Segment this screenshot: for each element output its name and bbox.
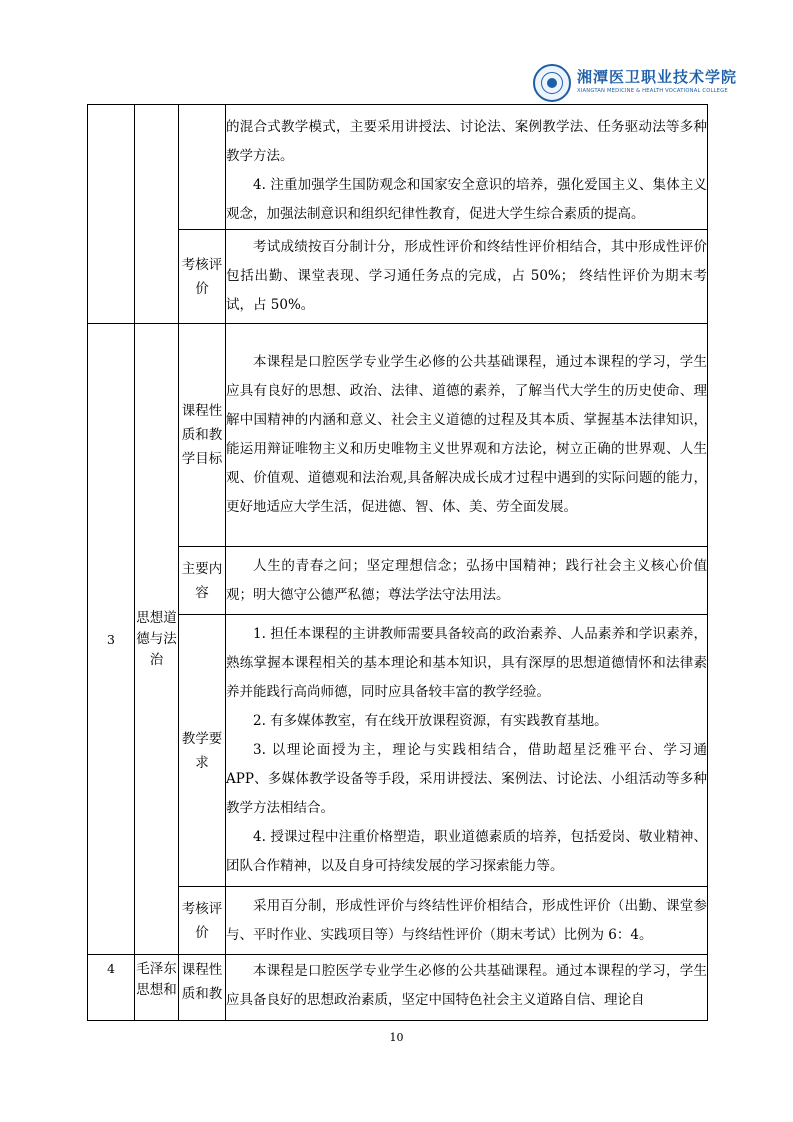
assessment-cell	[226, 887, 708, 955]
paragraph: 本课程是口腔医学专业学生必修的公共基础课程，通过本课程的学习，学生应具有良好的思想、政治、法律、道德的素养，了解当代大学生的历史使命、理解中国精神的内涵和意义、社会主义道德的过程及其本质、掌握基本法律知识，能运用辩证唯物主义和历史唯物主义世界观和方法论，树立正确的世界观、人生观、价值观、道德观和法治观,具备解决成长成才过程中遇到的实际问题的能力，更好地适应大学生活，促进德、智、体、美、劳全面发展。	[226, 354, 707, 515]
teaching-requirements-cell	[226, 615, 708, 887]
paragraph: 4. 授课过程中注重价格塑造，职业道德素质的培养，包括爱岗、敬业精神、团队合作精神，以及自身可持续发展的学习探索能力等。	[226, 829, 707, 874]
main-content-cell	[226, 547, 708, 615]
course-number: 3	[88, 324, 135, 955]
paragraph: 人生的青春之问；坚定理想信念；弘扬中国精神；践行社会主义核心价值观；明大德守公德严私德；尊法学法守法用法。	[226, 557, 707, 603]
paragraph: 本课程是口腔医学专业学生必修的公共基础课程。通过本课程的学习，学生应具备良好的思想政治素质，坚定中国特色社会主义道路自信、理论自	[226, 963, 707, 1008]
college-name: 湘潭医卫职业技术学院	[577, 68, 738, 86]
college-name-en: XIANGTAN MEDICINE & HEALTH VOCATIONAL COLLEGE	[577, 88, 728, 94]
nature-cell	[226, 324, 708, 547]
teaching-label: 教学要求	[179, 615, 226, 887]
curriculum-table	[87, 104, 708, 1021]
paragraph: 考试成绩按百分制计分，形成性评价和终结性评价相结合，其中形成性评价包括出勤、课堂表现、学习通任务点的完成，占 50%； 终结性评价为期末考试，占 50%。	[226, 239, 707, 313]
course-name: 毛泽东思想和	[135, 955, 179, 1021]
paragraph: 2. 有多媒体教室，有在线开放课程资源，有实践教育基地。	[253, 713, 608, 729]
course-name: 思想道德与法治	[135, 324, 179, 955]
college-logo	[533, 64, 763, 104]
table-row	[88, 230, 708, 324]
row-label-cell	[179, 105, 226, 230]
table-row	[88, 547, 708, 615]
nature-cell	[226, 955, 708, 1021]
course-name-cell	[135, 105, 179, 324]
assessment-label: 考核评价	[179, 887, 226, 955]
assessment-label: 考核评价	[179, 230, 226, 324]
paragraph: 3. 以理论面授为主，理论与实践相结合，借助超星泛雅平台、学习通 APP、多媒体教学设备等手段，采用讲授法、案例法、讨论法、小组活动等多种教学方法相结合。	[226, 742, 707, 816]
nature-label: 课程性质和教	[179, 955, 226, 1021]
table-row	[88, 105, 708, 230]
course-number: 4	[88, 955, 135, 1021]
assessment-cell	[226, 230, 708, 324]
college-seal-icon	[533, 64, 571, 102]
table-row	[88, 955, 708, 1021]
table-row	[88, 887, 708, 955]
paragraph: 1. 担任本课程的主讲教师需要具备较高的政治素养、人品素养和学识素养，熟练掌握本课程相关的基本理论和基本知识，具有深厚的思想道德情怀和法律素养并能践行高尚师德，同时应具备较丰富的教学经验。	[226, 626, 707, 700]
content-label: 主要内容	[179, 547, 226, 615]
paragraph: 4. 注重加强学生国防观念和国家安全意识的培养，强化爱国主义、集体主义观念，加强法制意识和组织纪律性教育，促进大学生综合素质的提高。	[226, 177, 707, 222]
table-row	[88, 615, 708, 887]
nature-label: 课程性质和教学目标	[179, 324, 226, 547]
table-row	[88, 324, 708, 547]
paragraph: 采用百分制，形成性评价与终结性评价相结合，形成性评价（出勤、课堂参与、平时作业、实践项目等）与终结性评价（期末考试）比例为 6：4。	[226, 897, 707, 943]
teaching-requirements-cell	[226, 105, 708, 230]
course-number-cell	[88, 105, 135, 324]
paragraph: 的混合式教学模式，主要采用讲授法、讨论法、案例教学法、任务驱动法等多种教学方法。	[226, 119, 707, 164]
page-number: 10	[389, 1031, 404, 1044]
